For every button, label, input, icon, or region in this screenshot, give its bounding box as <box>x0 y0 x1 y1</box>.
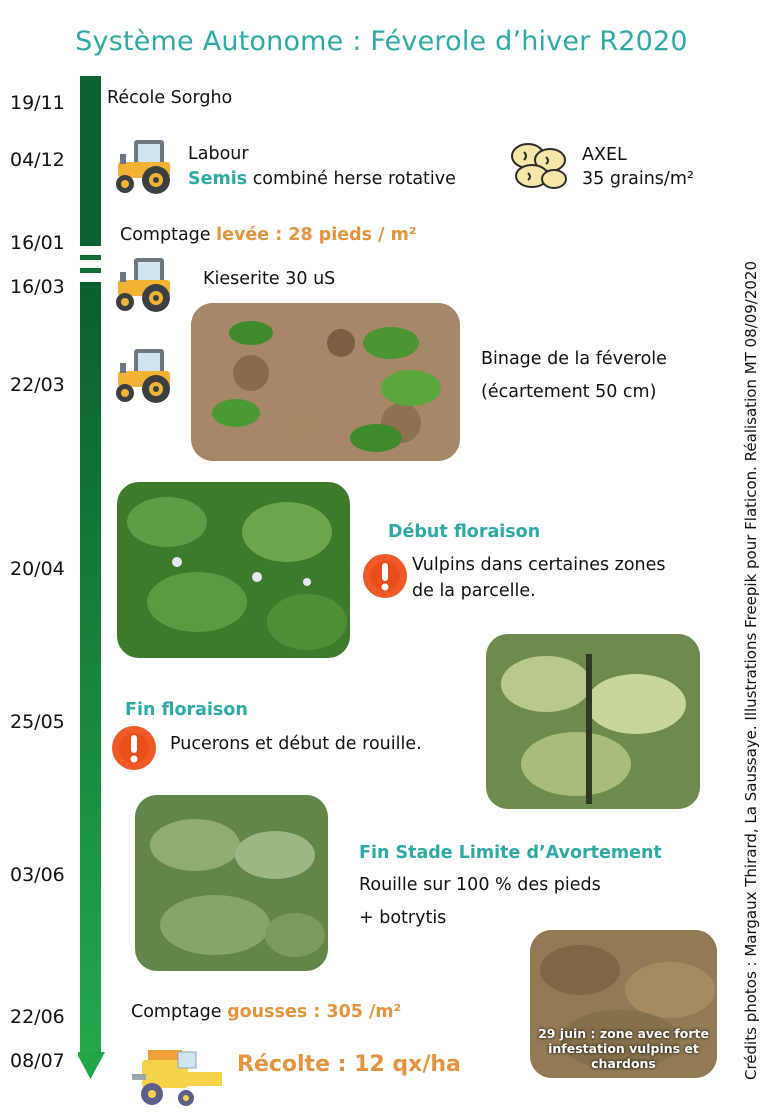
event-recolte-yield: Récolte : 12 qx/ha <box>237 1052 461 1077</box>
event-comptage-gousses <box>131 1002 401 1022</box>
comptage-value: gousses : 305 /m² <box>227 1002 402 1022</box>
date-label: 22/03 <box>10 374 65 396</box>
photo-infestation <box>530 930 717 1078</box>
event-labour: Labour <box>188 144 249 164</box>
comptage-prefix: Comptage <box>120 225 217 245</box>
event-pucerons: Pucerons et début de rouille. <box>170 734 422 754</box>
event-rouille-line2: + botrytis <box>359 908 447 928</box>
date-label: 20/04 <box>10 558 65 580</box>
stage-fin-floraison: Fin floraison <box>125 700 248 720</box>
timeline-arrow <box>78 76 114 1084</box>
alert-icon <box>111 725 157 771</box>
beans-icon <box>506 140 570 192</box>
event-kieserite: Kieserite 30 uS <box>203 269 336 289</box>
date-label: 03/06 <box>10 864 65 886</box>
page-title: Système Autonome : Féverole d’hiver R2020 <box>75 26 688 57</box>
semis-keyword: Semis <box>188 169 248 189</box>
tractor-icon <box>112 254 182 314</box>
event-comptage-levee <box>120 225 417 245</box>
event-semis <box>188 169 456 189</box>
tractor-icon <box>112 345 182 405</box>
photo-debut-floraison <box>117 482 350 658</box>
event-binage-line1: Binage de la féverole <box>481 349 667 369</box>
event-rouille-line1: Rouille sur 100 % des pieds <box>359 875 601 895</box>
date-label: 04/12 <box>10 149 65 171</box>
date-label: 19/11 <box>10 92 65 114</box>
date-label: 08/07 <box>10 1050 65 1072</box>
harvester-icon <box>128 1046 226 1110</box>
event-vulpins-line2: de la parcelle. <box>412 581 536 601</box>
comptage-value: levée : 28 pieds / m² <box>216 225 417 245</box>
date-label: 25/05 <box>10 711 65 733</box>
semis-detail: combiné herse rotative <box>247 169 456 189</box>
event-vulpins-line1: Vulpins dans certaines zones <box>412 555 666 575</box>
credits-text: Crédits photos : Margaux Thirard, La Saussaye. Illustrations Freepik pour Flaticon. Réalisation MT 08/09/2020 <box>742 260 760 1080</box>
alert-icon <box>362 553 408 599</box>
tractor-icon <box>112 136 182 196</box>
variety-name: AXEL <box>582 145 627 165</box>
photo-binage-feverole <box>191 303 460 461</box>
date-label: 16/01 <box>10 232 65 254</box>
date-label: 22/06 <box>10 1006 65 1028</box>
date-label: 16/03 <box>10 276 65 298</box>
photo-caption: 29 juin : zone avec forte infestation vulpins et chardons <box>538 1026 709 1071</box>
sowing-density: 35 grains/m² <box>582 169 694 189</box>
comptage-prefix: Comptage <box>131 1002 228 1022</box>
stage-fin-stade-limite: Fin Stade Limite d’Avortement <box>359 843 662 863</box>
photo-fin-stade-avortement <box>135 795 328 971</box>
photo-fin-floraison <box>486 634 700 809</box>
event-recolte-sorgho: Récole Sorgho <box>107 88 233 108</box>
stage-debut-floraison: Début floraison <box>388 522 541 542</box>
event-binage-line2: (écartement 50 cm) <box>481 382 657 402</box>
